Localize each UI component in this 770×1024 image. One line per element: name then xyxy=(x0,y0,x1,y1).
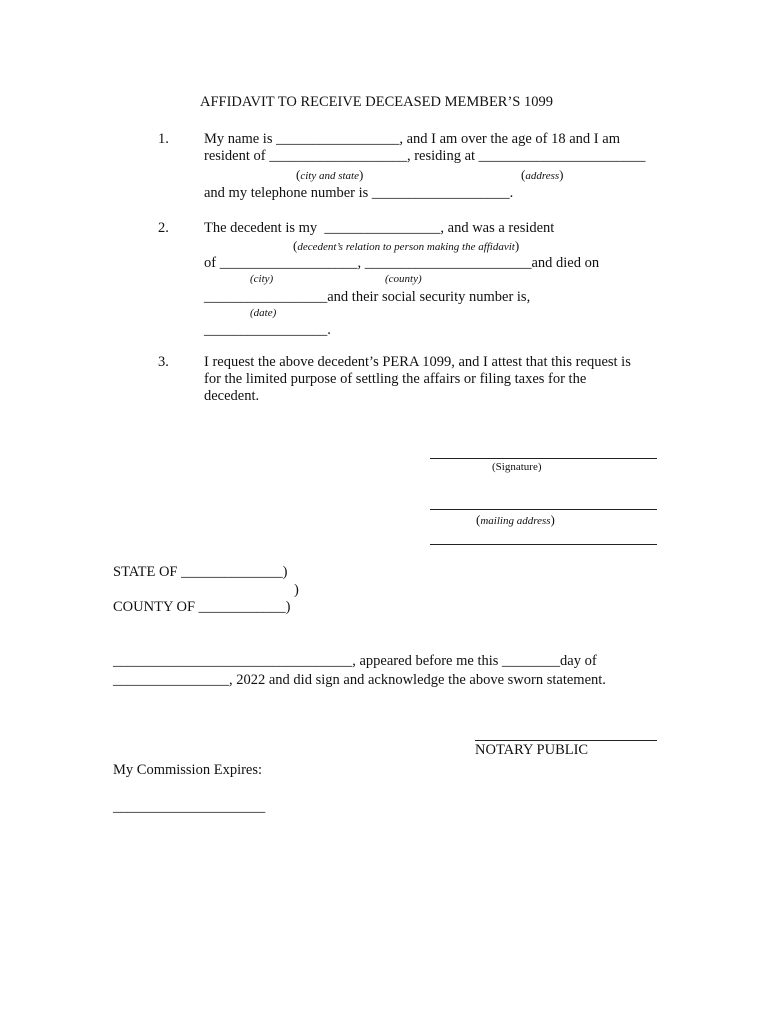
commission-expires-line: _____________________ xyxy=(113,799,266,815)
mailing-address-line-1[interactable] xyxy=(430,509,657,510)
item-2-line-2: of ___________________, _______________________and died on xyxy=(204,255,600,271)
signature-line[interactable] xyxy=(430,458,657,459)
item-2-number: 2. xyxy=(158,220,169,236)
notary-public-label: NOTARY PUBLIC xyxy=(475,742,589,758)
item-1-line-2: resident of ___________________, residing at _______________________ xyxy=(204,148,646,164)
mailing-address-line-2[interactable] xyxy=(430,544,657,545)
item-3-line-1: I request the above decedent’s PERA 1099, and I attest that this request is xyxy=(204,354,631,370)
commission-expires-label: My Commission Expires: xyxy=(113,762,263,778)
city-caption: (city) xyxy=(250,273,274,285)
mailing-address-caption: (mailing address) xyxy=(476,512,555,527)
item-3-number: 3. xyxy=(158,354,169,370)
notary-signature-line[interactable] xyxy=(475,740,657,741)
item-1-number: 1. xyxy=(158,131,169,147)
acknowledgment-line-1: _________________________________, appeared before me this ________day of xyxy=(113,653,597,669)
address-caption: (address) xyxy=(521,167,564,182)
signature-caption: (Signature) xyxy=(492,461,542,473)
item-3-line-3: decedent. xyxy=(204,388,260,404)
item-1-line-1: My name is _________________, and I am over the age of 18 and I am xyxy=(204,131,620,147)
acknowledgment-line-2: ________________, 2022 and did sign and acknowledge the above sworn statement. xyxy=(113,672,606,688)
item-2-line-3: _________________and their social security number is, xyxy=(204,289,531,305)
city-state-caption: (city and state) xyxy=(296,167,364,182)
county-of-line: COUNTY OF ____________) xyxy=(113,599,291,615)
relation-caption: (decedent’s relation to person making the affidavit) xyxy=(293,238,520,253)
item-1-line-3: and my telephone number is ___________________. xyxy=(204,185,514,201)
item-2-line-1: The decedent is my ________________, and was a resident xyxy=(204,220,555,236)
state-of-line: STATE OF ______________) xyxy=(113,564,288,580)
item-3-line-2: for the limited purpose of settling the affairs or filing taxes for the xyxy=(204,371,587,387)
county-caption: (county) xyxy=(385,273,422,285)
date-caption: (date) xyxy=(250,307,277,319)
venue-bracket: ) xyxy=(294,582,299,598)
document-title: AFFIDAVIT TO RECEIVE DECEASED MEMBER’S 1099 xyxy=(200,94,553,110)
item-2-line-4: _________________. xyxy=(204,322,331,338)
